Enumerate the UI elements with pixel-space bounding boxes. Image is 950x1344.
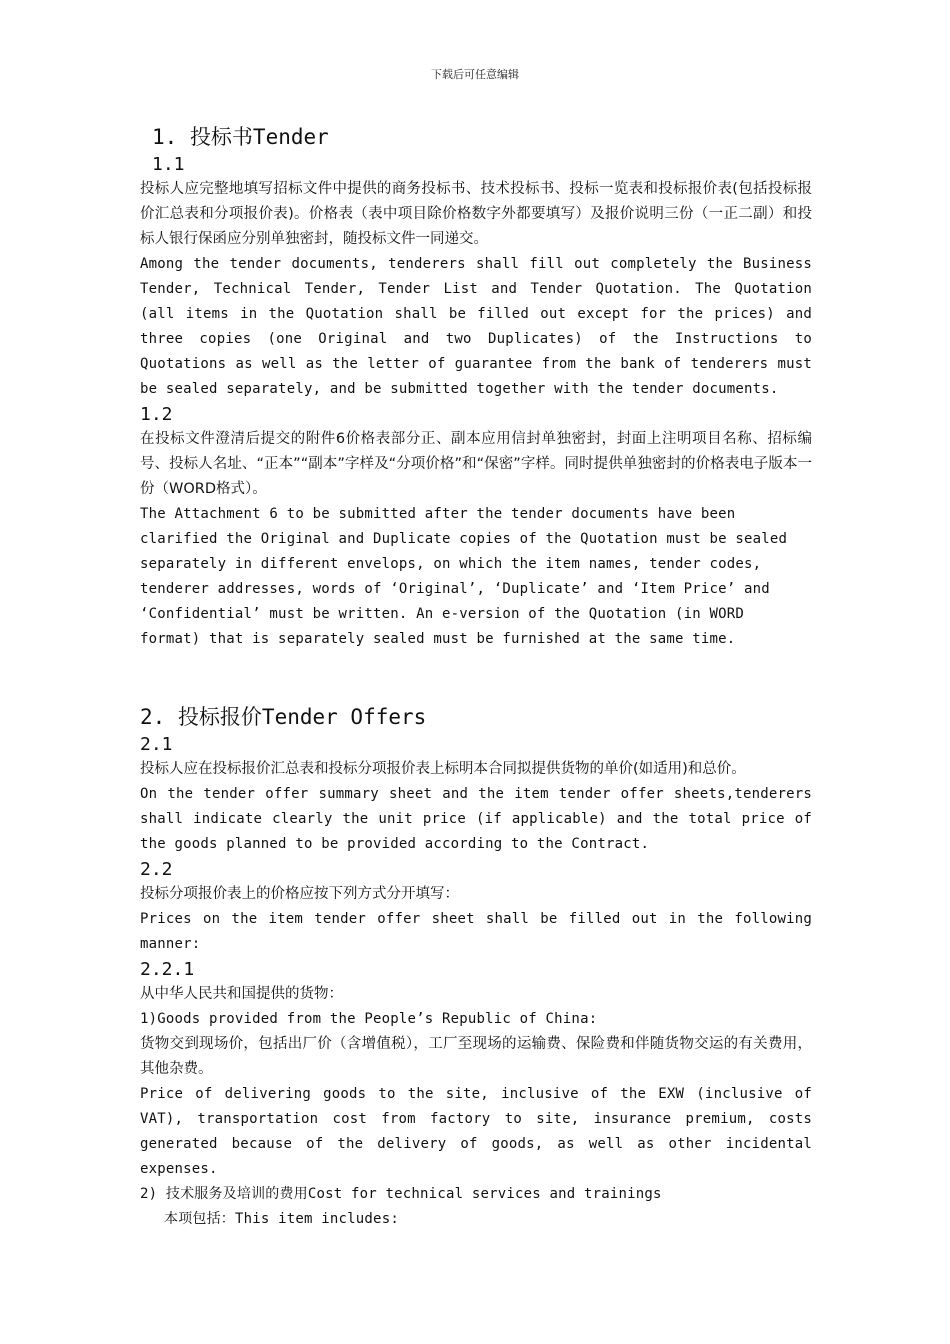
clause-2-2-number: 2.2 xyxy=(140,859,173,880)
clause-1-1-number: 1.1 xyxy=(152,154,185,175)
document-body xyxy=(140,122,812,1232)
clause-2-2-english: Prices on the item tender offer sheet shall be filled out in the following manner: xyxy=(140,911,812,952)
clause-1-1-chinese: 投标人应完整地填写招标文件中提供的商务投标书、技术投标书、投标一览表和投标报价表(包括投标报价汇总表和分项报价表)。价格表（表中项目除价格数字外都要填写）及报价说明三份（一正二副）和投标人银行保函应分别单独密封，随投标文件一同递交。 xyxy=(140,181,812,247)
section-gap xyxy=(140,652,812,702)
clause-1-2-number: 1.2 xyxy=(140,404,173,425)
clause-2-2-1-chinese: 从中华人民共和国提供的货物： xyxy=(140,986,343,1002)
clause-2-1-english: On the tender offer summary sheet and the item tender offer sheets,tenderers shall indicate clearly the unit price (if applicable) and the total price of the goods planned to be provided according to the Contract. xyxy=(140,786,812,852)
clause-1-2-chinese: 在投标文件澄清后提交的附件6价格表部分正、副本应用信封单独密封，封面上注明项目名称、招标编号、投标人名址、“正本”“副本”字样及“分项价格”和“保密”字样。同时提供单独密封的价格表电子版本一份（WORD格式）。 xyxy=(140,431,812,497)
clause-2-1-number: 2.1 xyxy=(140,734,173,755)
item-1-english: Price of delivering goods to the site, inclusive of the EXW (inclusive of VAT), transportation cost from factory to site, insurance premium, costs generated because of the delivery of goods, as well as other incidental expenses. xyxy=(140,1086,812,1177)
item-1-title: 1)Goods provided from the People’s Republic of China: xyxy=(140,1011,598,1027)
header-note: 下载后可任意编辑 xyxy=(431,68,519,81)
item-1-chinese: 货物交到现场价，包括出厂价（含增值税），工厂至现场的运输费、保险费和伴随货物交运的有关费用，其他杂费。 xyxy=(140,1036,812,1077)
item-2-title: 2) 技术服务及培训的费用Cost for technical services and trainings xyxy=(140,1186,662,1202)
clause-1-2-english: The Attachment 6 to be submitted after the tender documents have been clarified the Original and Duplicate copies of the Quotation must be sealed separately in different envelops, on which the item names, tender codes, tenderer addresses, words of ‘Original’, ‘Duplicate’ and ‘Item Price’ and ‘Confidential’ must be written. An e-version of the Quotation (in WORD format) that is separately sealed must be furnished at the same time. xyxy=(140,506,788,647)
section-2-title: 2. 投标报价Tender Offers xyxy=(140,705,427,729)
item-2-includes: 本项包括：This item includes: xyxy=(164,1211,399,1227)
clause-1-1-english: Among the tender documents, tenderers shall fill out completely the Business Tender, Technical Tender, Tender List and Tender Quotation. The Quotation (all items in the Quotation shall be filled out except for the prices) and three copies (one Original and two Duplicates) of the Instructions to Quotations as well as the letter of guarantee from the bank of tenderers must be sealed separately, and be submitted together with the tender documents. xyxy=(140,256,812,397)
section-1-title: 1. 投标书Tender xyxy=(152,125,329,149)
clause-2-2-chinese: 投标分项报价表上的价格应按下列方式分开填写： xyxy=(140,886,459,902)
clause-2-2-1-number: 2.2.1 xyxy=(140,959,195,980)
clause-2-1-chinese: 投标人应在投标报价汇总表和投标分项报价表上标明本合同拟提供货物的单价(如适用)和总价。 xyxy=(140,761,746,777)
